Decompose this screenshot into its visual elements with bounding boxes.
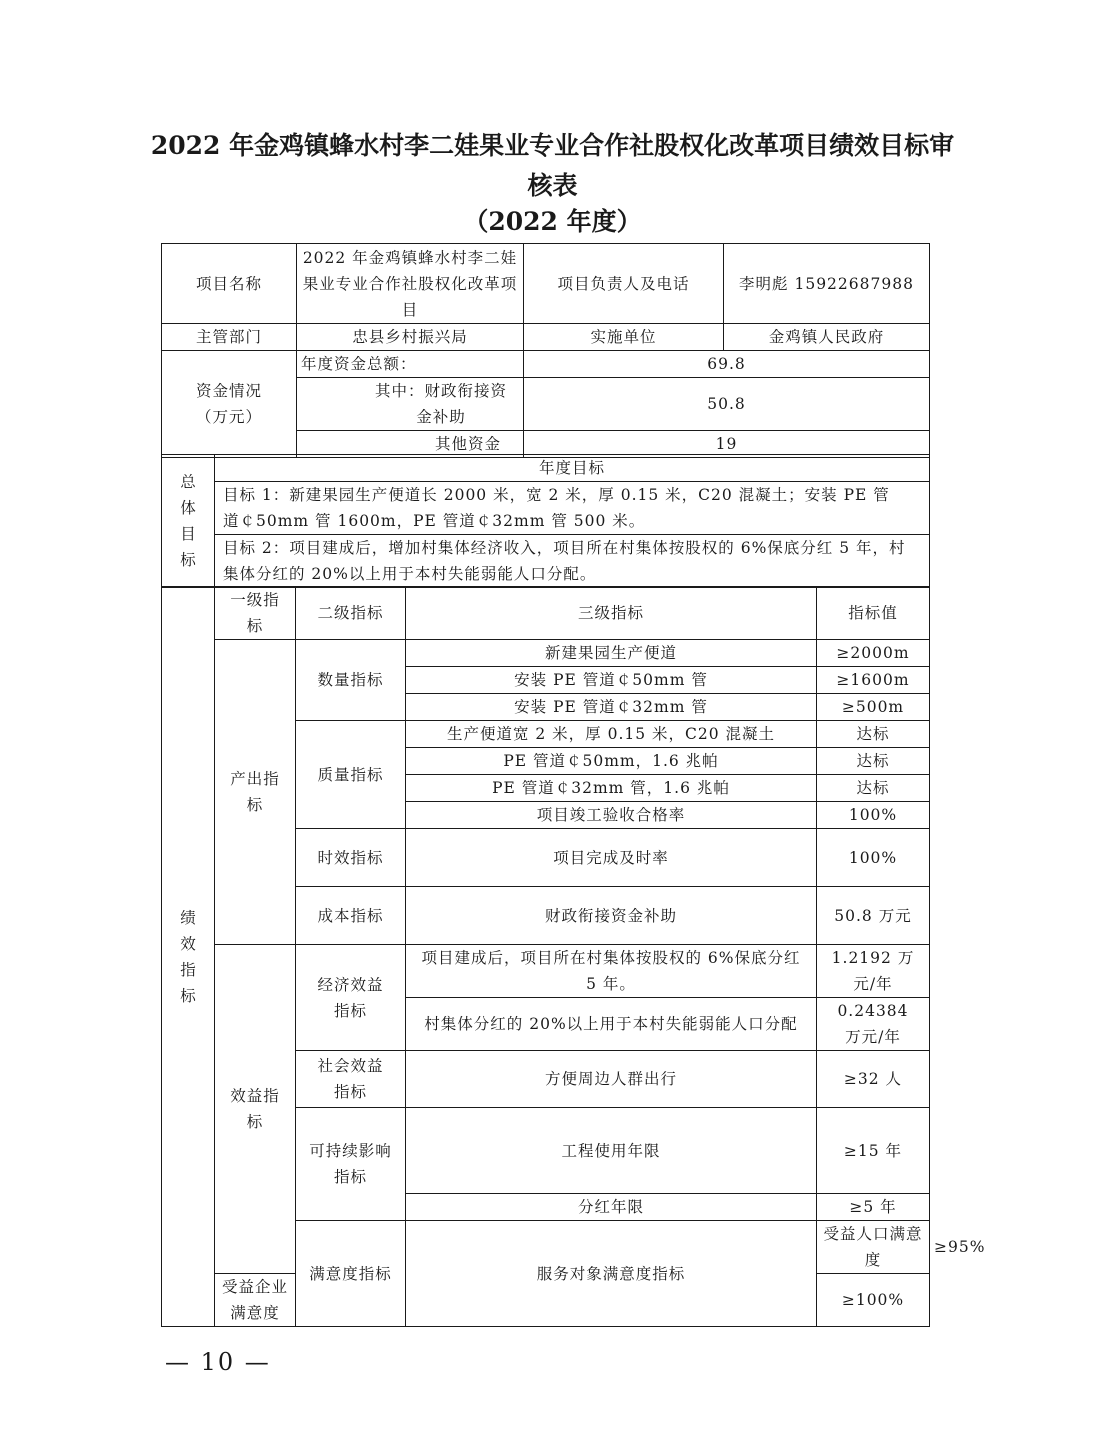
project-info-table xyxy=(161,243,930,458)
indicator-name: 安装 PE 管道￠32mm 管 xyxy=(406,694,817,721)
output-indicator-label: 产出指标 xyxy=(215,640,296,945)
indicator-name: 分红年限 xyxy=(406,1194,817,1221)
goal-2-text: 目标 2：项目建成后，增加村集体经济收入，项目所在村集体按股权的 6%保底分红 5 年，村集体分红的 20%以上用于本村失能弱能人口分配。 xyxy=(215,535,930,588)
indicator-name: 工程使用年限 xyxy=(406,1108,817,1194)
manager-label: 项目负责人及电话 xyxy=(524,244,724,324)
performance-indicator-table: 绩效指标 一级指标 二级指标 三级指标 指标值 产出指标 数量指标 新建果园生产便道 ≥2000m 安装 PE 管道￠50mm 管 ≥1600m 安装 PE 管道￠32mm 管 ≥500m 质量指标 生产便道宽 2 米，厚 0.15 米，C20 混凝土 达标 PE 管道￠50mm，1.6 兆帕 达标 PE 管道￠32mm 管，1.6 兆帕 达标 项目竣工验收合格率 100% 时效指标 项目完成及时率 100% 成本指标 财政衔接资金补助 50.8 万元 效益指标 经济效益指标 项目建成后，项目所在村集体按股权的 6%保底分红 5 年。 1.2192 万元/年 村集体分红的 20%以上用于本村失能弱能人口分配 0.24384 万元/年 社会效益指标 方便周边人群出行 ≥32 人 可持续影响指标 工程使用年限 ≥15 年 分红年限 ≥5 年 满意度指标 服务对象满意度指标 受益人口满意度 ≥95% 受益企业满意度 ≥100% xyxy=(161,586,930,1327)
manager-value: 李明彪 15922687988 xyxy=(724,244,930,324)
indicator-name: 受益人口满意度 xyxy=(817,1221,930,1274)
service-satisfaction-label: 服务对象满意度指标 xyxy=(406,1221,817,1327)
fund-other-label: 其他资金 xyxy=(297,431,524,458)
indicator-value: ≥100% xyxy=(817,1274,930,1327)
annual-goal-header: 年度目标 xyxy=(215,455,930,482)
indicator-name: 村集体分红的 20%以上用于本村失能弱能人口分配 xyxy=(406,998,817,1051)
fund-fiscal-value: 50.8 xyxy=(524,378,930,431)
overall-goal-label: 总体目标 xyxy=(162,455,215,588)
fund-total-value: 69.8 xyxy=(524,351,930,378)
header-value: 指标值 xyxy=(817,587,930,640)
fund-other-value: 19 xyxy=(524,431,930,458)
page-number: — 10 — xyxy=(165,1348,271,1376)
indicator-value: ≥500m xyxy=(817,694,930,721)
impl-label: 实施单位 xyxy=(524,324,724,351)
indicator-value: ≥15 年 xyxy=(817,1108,930,1194)
project-name-label: 项目名称 xyxy=(162,244,297,324)
fund-total-label: 年度资金总额： xyxy=(297,351,524,378)
indicator-name: PE 管道￠50mm，1.6 兆帕 xyxy=(406,748,817,775)
indicator-name: 项目竣工验收合格率 xyxy=(406,802,817,829)
benefit-indicator-label: 效益指标 xyxy=(215,945,296,1274)
indicator-name: 新建果园生产便道 xyxy=(406,640,817,667)
indicator-value: 达标 xyxy=(817,775,930,802)
economic-benefit-label: 经济效益指标 xyxy=(296,945,406,1051)
indicator-name: 生产便道宽 2 米，厚 0.15 米，C20 混凝土 xyxy=(406,721,817,748)
indicator-name: 项目完成及时率 xyxy=(406,829,817,887)
indicator-name: 方便周边人群出行 xyxy=(406,1051,817,1108)
overall-goal-table xyxy=(161,454,930,588)
indicator-value: 达标 xyxy=(817,748,930,775)
project-name-value: 2022 年金鸡镇蜂水村李二娃果业专业合作社股权化改革项目 xyxy=(297,244,524,324)
indicator-name: 安装 PE 管道￠50mm 管 xyxy=(406,667,817,694)
indicator-value: ≥1600m xyxy=(817,667,930,694)
indicator-name: PE 管道￠32mm 管，1.6 兆帕 xyxy=(406,775,817,802)
fund-fiscal-label: 其中：财政衔接资金补助 xyxy=(297,378,524,431)
header-level1: 一级指标 xyxy=(215,587,296,640)
indicator-name: 财政衔接资金补助 xyxy=(406,887,817,945)
satisfaction-indicator-label: 满意度指标 xyxy=(296,1221,406,1327)
indicator-value: 100% xyxy=(817,829,930,887)
indicator-value: 100% xyxy=(817,802,930,829)
dept-label: 主管部门 xyxy=(162,324,297,351)
indicator-value: 1.2192 万元/年 xyxy=(817,945,930,998)
document-subtitle: （2022 年度） xyxy=(463,207,642,236)
fund-label: 资金情况（万元） xyxy=(162,351,297,458)
indicator-value: ≥5 年 xyxy=(817,1194,930,1221)
document-title xyxy=(150,126,955,206)
performance-indicator-label: 绩效指标 xyxy=(162,587,215,1327)
quality-indicator-label: 质量指标 xyxy=(296,721,406,829)
header-level3: 三级指标 xyxy=(406,587,817,640)
quantity-indicator-label: 数量指标 xyxy=(296,640,406,721)
title-line-1: 2022 年金鸡镇蜂水村李二娃果业专业合作社股权化改革项目绩效目标审 xyxy=(150,131,955,160)
indicator-name: 项目建成后，项目所在村集体按股权的 6%保底分红 5 年。 xyxy=(406,945,817,998)
indicator-name: 受益企业满意度 xyxy=(215,1274,296,1327)
timeliness-indicator-label: 时效指标 xyxy=(296,829,406,887)
indicator-value: ≥32 人 xyxy=(817,1051,930,1108)
title-line-2: 核表 xyxy=(527,171,578,200)
impl-value: 金鸡镇人民政府 xyxy=(724,324,930,351)
header-level2: 二级指标 xyxy=(296,587,406,640)
goal-1-text: 目标 1：新建果园生产便道长 2000 米，宽 2 米，厚 0.15 米，C20 混凝土；安装 PE 管道￠50mm 管 1600m，PE 管道￠32mm 管 500 米。 xyxy=(215,482,930,535)
indicator-value: ≥2000m xyxy=(817,640,930,667)
indicator-value: 0.24384 万元/年 xyxy=(817,998,930,1051)
indicator-value: 50.8 万元 xyxy=(817,887,930,945)
cost-indicator-label: 成本指标 xyxy=(296,887,406,945)
dept-value: 忠县乡村振兴局 xyxy=(297,324,524,351)
social-benefit-label: 社会效益指标 xyxy=(296,1051,406,1108)
indicator-value: 达标 xyxy=(817,721,930,748)
sustainability-label: 可持续影响指标 xyxy=(296,1108,406,1221)
